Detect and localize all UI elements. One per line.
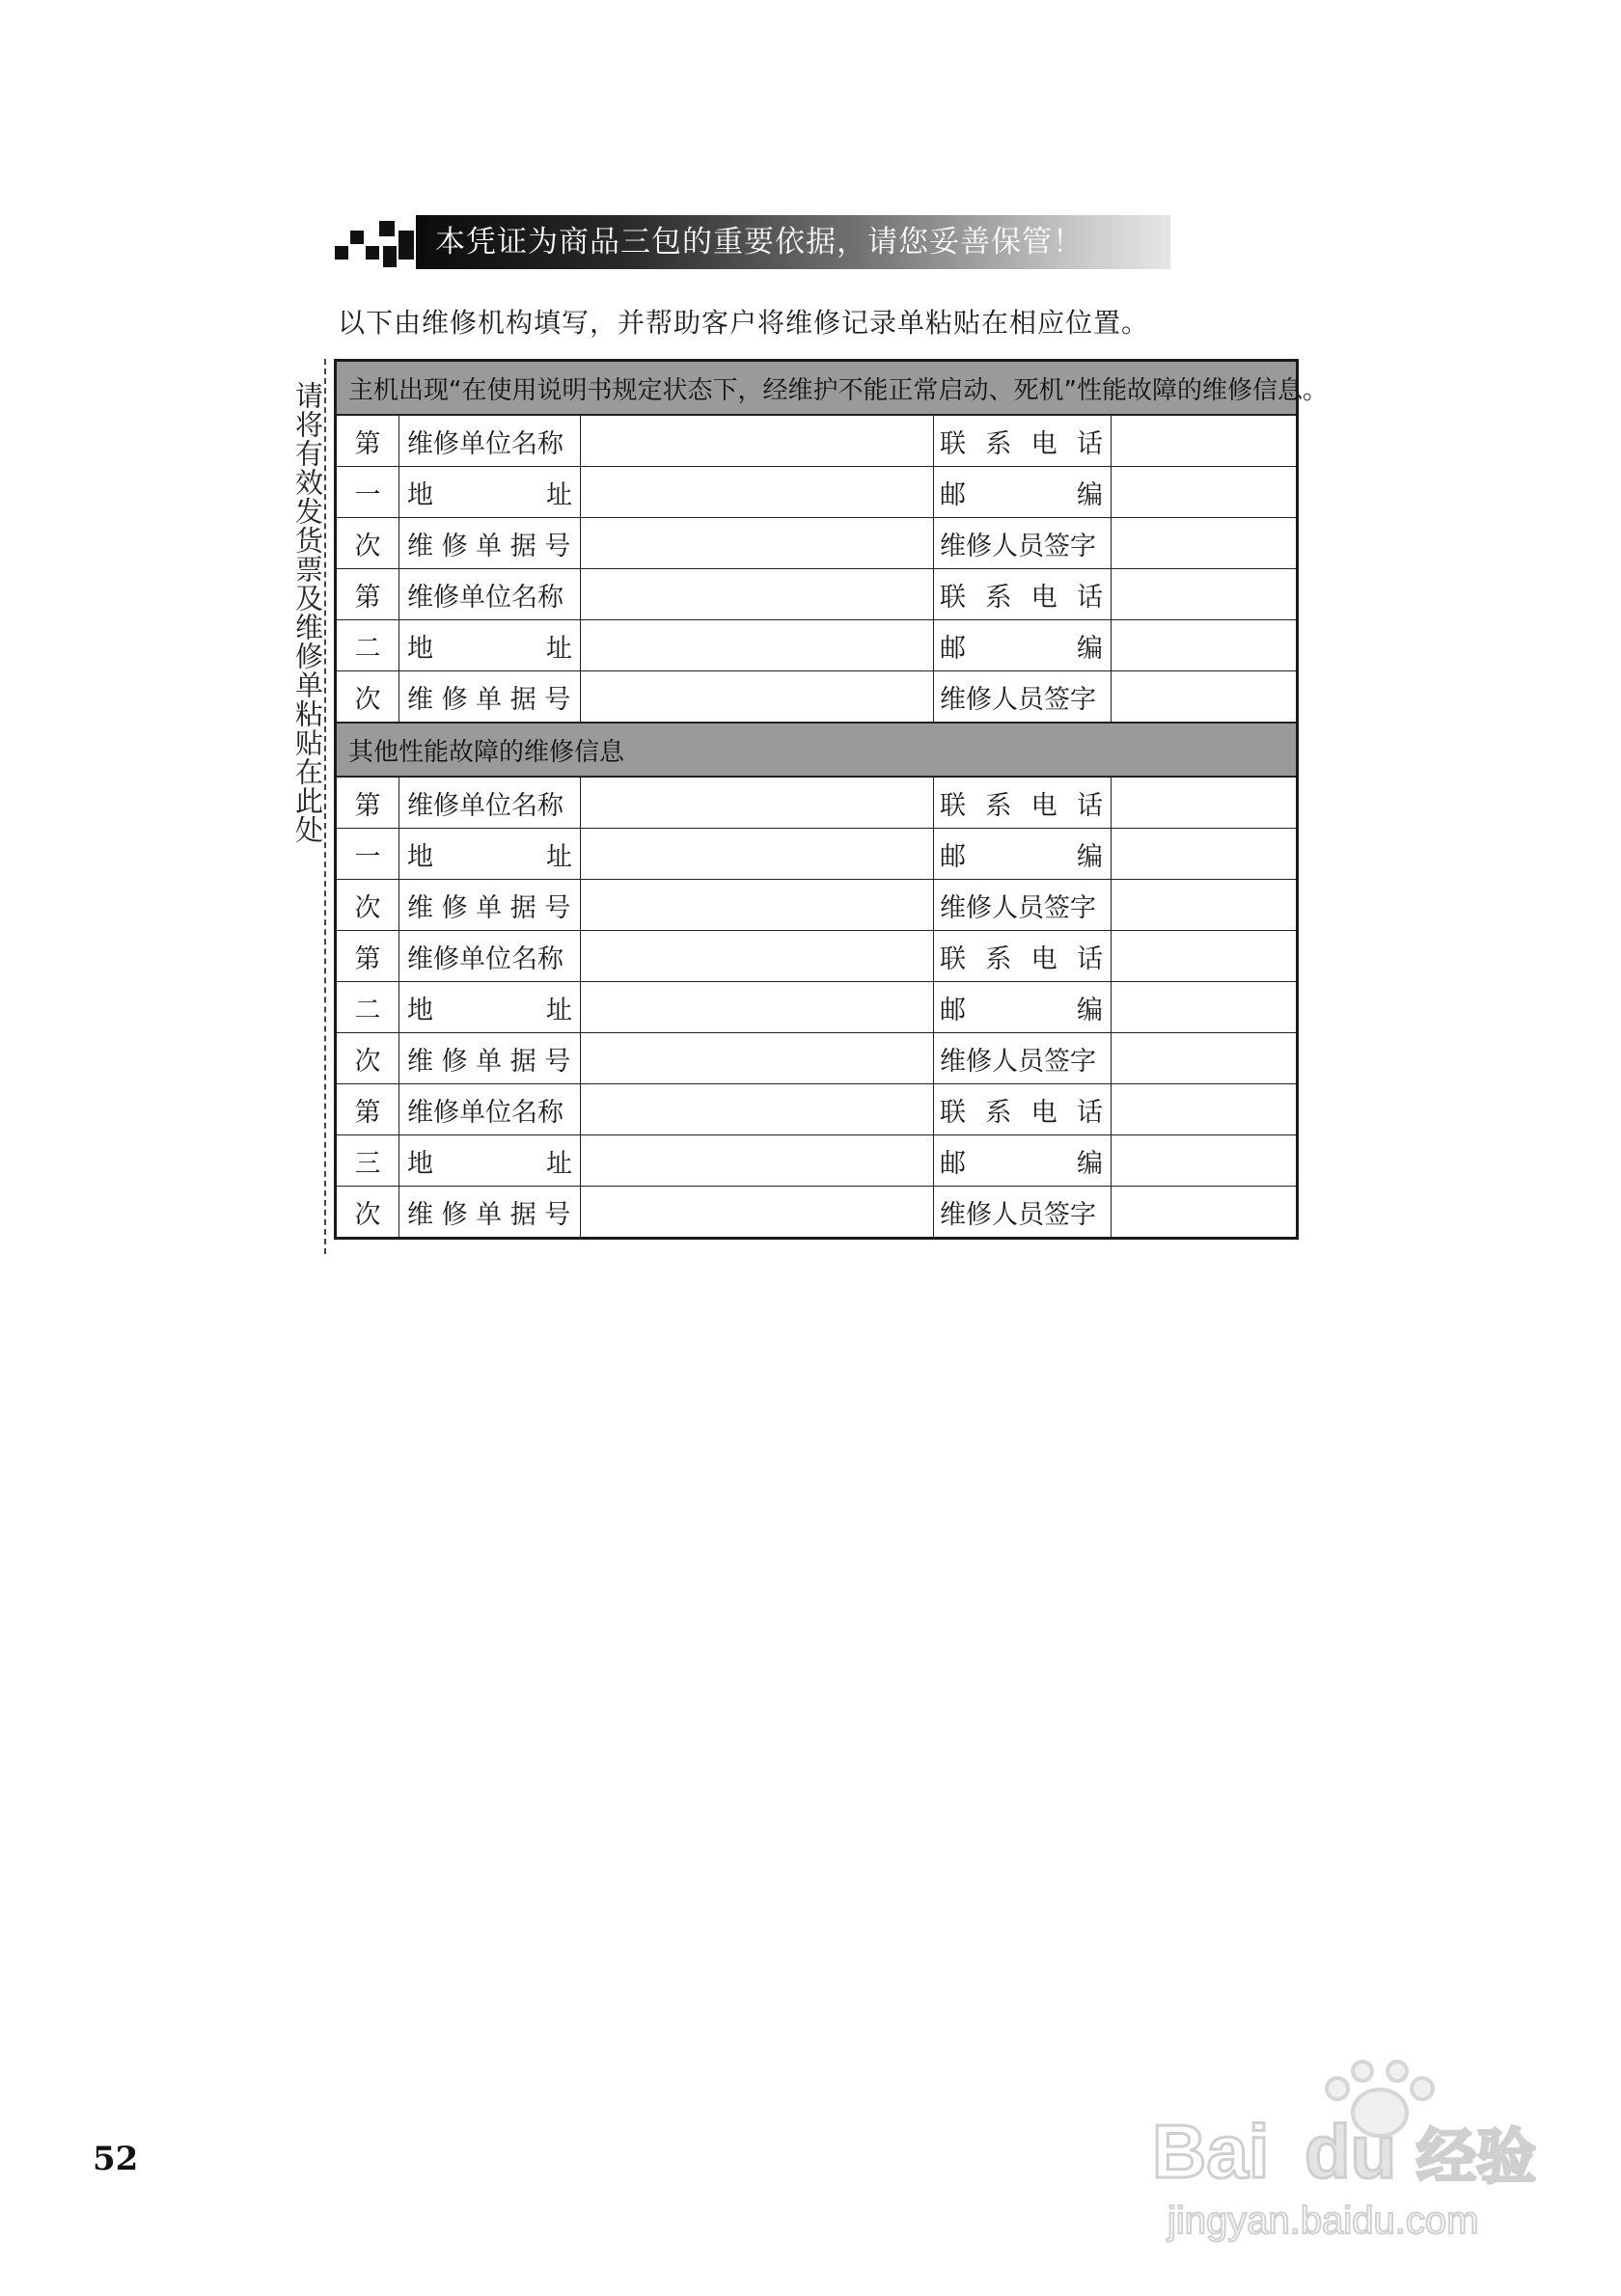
phone-field[interactable] xyxy=(1112,415,1298,467)
ordinal-char: 第 xyxy=(336,415,399,467)
address-field[interactable] xyxy=(581,467,934,518)
postcode-label xyxy=(934,829,1112,880)
unit-name-field[interactable] xyxy=(581,777,934,829)
phone-label-char: 话 xyxy=(1076,1097,1103,1128)
address-label xyxy=(399,829,581,880)
postcode-label xyxy=(934,1135,1112,1187)
postcode-label xyxy=(934,982,1112,1033)
table-row xyxy=(336,467,1298,518)
address-field[interactable] xyxy=(581,982,934,1033)
svg-text:du: du xyxy=(1305,2109,1397,2194)
phone-label-char: 话 xyxy=(1076,582,1103,613)
receipt-no-label: 维 修 单 据 号 xyxy=(399,518,581,569)
signature-label: 维修人员签字 xyxy=(934,1187,1112,1239)
postcode-field[interactable] xyxy=(1112,829,1298,880)
unit-name-label: 维修单位名称 xyxy=(399,777,581,829)
phone-label-char: 联 xyxy=(940,582,966,613)
phone-label-char: 联 xyxy=(940,428,966,459)
phone-label xyxy=(934,1084,1112,1135)
ordinal-char: 第 xyxy=(336,1084,399,1135)
postcode-field[interactable] xyxy=(1112,982,1298,1033)
cut-line xyxy=(324,359,326,1254)
postcode-label xyxy=(934,620,1112,671)
baidu-jingyan-watermark xyxy=(1139,2060,1563,2253)
signature-field[interactable] xyxy=(1112,671,1298,724)
svg-text:Bai: Bai xyxy=(1152,2109,1270,2194)
table-row xyxy=(336,931,1298,982)
signature-label: 维修人员签字 xyxy=(934,1033,1112,1084)
paste-here-note: 请将有效发货票及维修单粘贴在此处 xyxy=(291,381,324,844)
address-label xyxy=(399,982,581,1033)
table-row xyxy=(336,880,1298,931)
phone-label xyxy=(934,569,1112,620)
postcode-label-char: 编 xyxy=(1077,995,1103,1025)
postcode-label-char: 邮 xyxy=(940,841,966,872)
address-label-char: 地 xyxy=(407,995,433,1025)
table-row xyxy=(336,415,1298,467)
ordinal-char: 次 xyxy=(336,671,399,724)
phone-label-char: 联 xyxy=(940,790,966,821)
phone-label-char: 系 xyxy=(985,428,1012,459)
phone-label-char: 联 xyxy=(940,1097,966,1128)
receipt-no-field[interactable] xyxy=(581,518,934,569)
checker-decoration xyxy=(333,213,429,271)
postcode-field[interactable] xyxy=(1112,1135,1298,1187)
header-banner xyxy=(333,213,1170,271)
address-label xyxy=(399,620,581,671)
phone-label-char: 系 xyxy=(985,943,1012,974)
ordinal-char: 次 xyxy=(336,1187,399,1239)
table-row xyxy=(336,982,1298,1033)
repair-record-table xyxy=(334,359,1328,1240)
address-label xyxy=(399,1135,581,1187)
address-field[interactable] xyxy=(581,620,934,671)
postcode-label-char: 邮 xyxy=(940,633,966,664)
ordinal-char: 一 xyxy=(336,829,399,880)
postcode-field[interactable] xyxy=(1112,467,1298,518)
receipt-no-field[interactable] xyxy=(581,1033,934,1084)
receipt-no-field[interactable] xyxy=(581,671,934,724)
ordinal-char: 次 xyxy=(336,518,399,569)
page-number: 52 xyxy=(93,2140,139,2178)
postcode-label-char: 邮 xyxy=(940,479,966,510)
signature-label: 维修人员签字 xyxy=(934,671,1112,724)
section-header: 主机出现“在使用说明书规定状态下，经维护不能正常启动、死机”性能故障的维修信息。 xyxy=(336,361,1298,416)
phone-label-char: 系 xyxy=(985,582,1012,613)
address-label-char: 址 xyxy=(546,479,572,510)
phone-label-char: 电 xyxy=(1030,428,1058,459)
phone-label-char: 电 xyxy=(1030,943,1058,974)
postcode-label-char: 邮 xyxy=(940,1148,966,1179)
address-label-char: 地 xyxy=(407,633,433,664)
postcode-label-char: 邮 xyxy=(940,995,966,1025)
postcode-label-char: 编 xyxy=(1077,1148,1103,1179)
table-row xyxy=(336,777,1298,829)
unit-name-label: 维修单位名称 xyxy=(399,415,581,467)
table-row xyxy=(336,1033,1298,1084)
receipt-no-label: 维 修 单 据 号 xyxy=(399,880,581,931)
table-row xyxy=(336,1187,1298,1239)
address-label-char: 址 xyxy=(546,841,572,872)
table-row xyxy=(336,569,1298,620)
ordinal-char: 第 xyxy=(336,931,399,982)
unit-name-label: 维修单位名称 xyxy=(399,569,581,620)
table-row xyxy=(336,829,1298,880)
postcode-field[interactable] xyxy=(1112,620,1298,671)
postcode-label xyxy=(934,467,1112,518)
phone-field[interactable] xyxy=(1112,931,1298,982)
address-field[interactable] xyxy=(581,1135,934,1187)
svg-text:jingyan.baidu.com: jingyan.baidu.com xyxy=(1168,2200,1479,2242)
address-label xyxy=(399,467,581,518)
banner-title: 本凭证为商品三包的重要依据，请您妥善保管！ xyxy=(435,225,1084,260)
receipt-no-field[interactable] xyxy=(581,1187,934,1239)
receipt-no-label: 维 修 单 据 号 xyxy=(399,671,581,724)
address-field[interactable] xyxy=(581,829,934,880)
table-row xyxy=(336,620,1298,671)
phone-label-char: 电 xyxy=(1030,1097,1058,1128)
unit-name-label: 维修单位名称 xyxy=(399,931,581,982)
table-row xyxy=(336,1135,1298,1187)
address-label-char: 址 xyxy=(546,633,572,664)
phone-label xyxy=(934,415,1112,467)
phone-label-char: 系 xyxy=(985,1097,1012,1128)
receipt-no-label: 维 修 单 据 号 xyxy=(399,1033,581,1084)
signature-field[interactable] xyxy=(1112,518,1298,569)
unit-name-label: 维修单位名称 xyxy=(399,1084,581,1135)
ordinal-char: 三 xyxy=(336,1135,399,1187)
svg-text:经验: 经验 xyxy=(1416,2121,1537,2192)
ordinal-char: 次 xyxy=(336,880,399,931)
phone-field[interactable] xyxy=(1112,569,1298,620)
receipt-no-label: 维 修 单 据 号 xyxy=(399,1187,581,1239)
phone-label-char: 话 xyxy=(1076,943,1103,974)
address-label-char: 地 xyxy=(407,841,433,872)
phone-label-char: 联 xyxy=(940,943,966,974)
ordinal-char: 次 xyxy=(336,1033,399,1084)
postcode-label-char: 编 xyxy=(1077,479,1103,510)
signature-label: 维修人员签字 xyxy=(934,880,1112,931)
phone-field[interactable] xyxy=(1112,1084,1298,1135)
table-row xyxy=(336,1084,1298,1135)
address-label-char: 地 xyxy=(407,1148,433,1179)
ordinal-char: 第 xyxy=(336,777,399,829)
unit-name-field[interactable] xyxy=(581,415,934,467)
phone-label xyxy=(934,931,1112,982)
ordinal-char: 二 xyxy=(336,982,399,1033)
ordinal-char: 第 xyxy=(336,569,399,620)
phone-label-char: 话 xyxy=(1076,790,1103,821)
postcode-label-char: 编 xyxy=(1077,841,1103,872)
unit-name-field[interactable] xyxy=(581,569,934,620)
phone-label-char: 电 xyxy=(1030,582,1058,613)
unit-name-field[interactable] xyxy=(581,1084,934,1135)
ordinal-char: 二 xyxy=(336,620,399,671)
phone-label-char: 电 xyxy=(1030,790,1058,821)
signature-label: 维修人员签字 xyxy=(934,518,1112,569)
signature-field[interactable] xyxy=(1112,1033,1298,1084)
instruction-text: 以下由维修机构填写，并帮助客户将维修记录单粘贴在相应位置。 xyxy=(338,307,1150,339)
address-label-char: 址 xyxy=(546,1148,572,1179)
phone-label-char: 话 xyxy=(1076,428,1103,459)
receipt-no-field[interactable] xyxy=(581,880,934,931)
address-label-char: 地 xyxy=(407,479,433,510)
address-label-char: 址 xyxy=(546,995,572,1025)
table-row xyxy=(336,671,1298,724)
postcode-label-char: 编 xyxy=(1077,633,1103,664)
phone-field[interactable] xyxy=(1112,777,1298,829)
signature-field[interactable] xyxy=(1112,880,1298,931)
phone-label-char: 系 xyxy=(985,790,1012,821)
table-row xyxy=(336,518,1298,569)
ordinal-char: 一 xyxy=(336,467,399,518)
unit-name-field[interactable] xyxy=(581,931,934,982)
phone-label xyxy=(934,777,1112,829)
signature-field[interactable] xyxy=(1112,1187,1298,1239)
section-header: 其他性能故障的维修信息 xyxy=(336,723,1298,777)
